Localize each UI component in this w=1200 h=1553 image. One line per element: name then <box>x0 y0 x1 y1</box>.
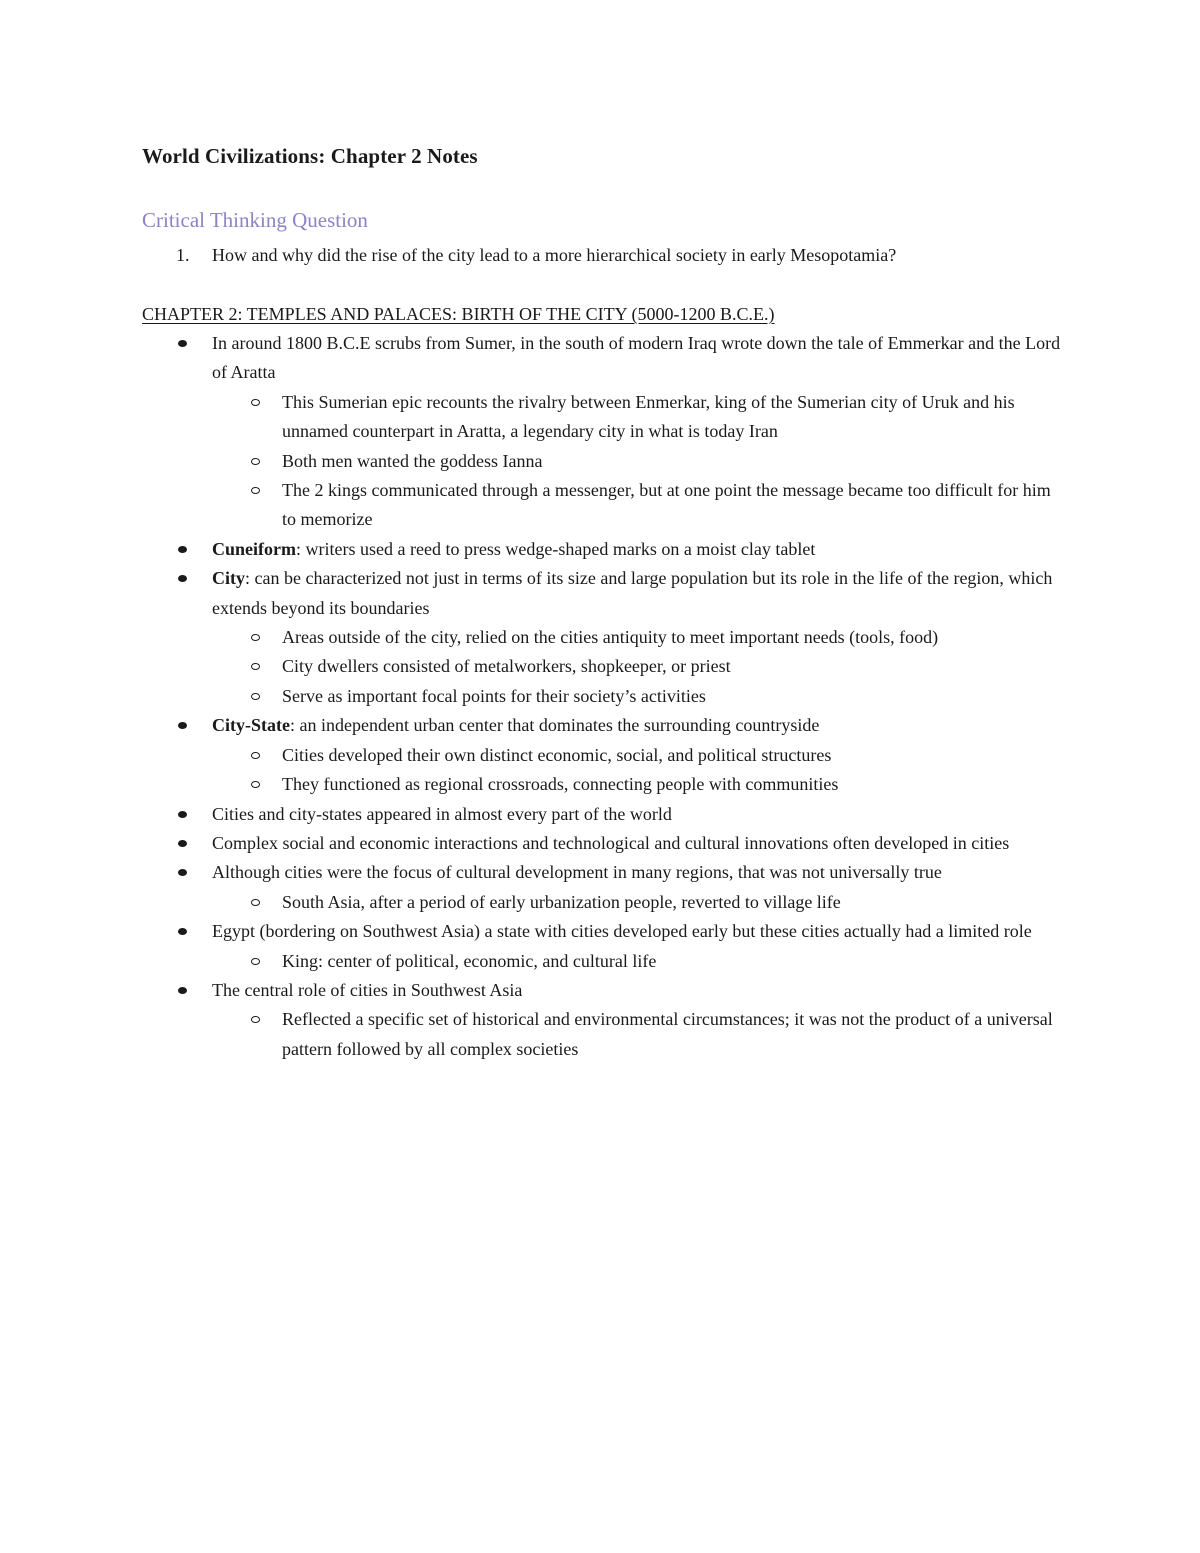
hollow-bullet-icon <box>251 958 260 965</box>
note-text: Although cities were the focus of cultural development in many regions, that was not universally true <box>212 862 942 883</box>
sub-notes-list <box>212 947 1062 976</box>
note-text: : an independent urban center that dominates the surrounding countryside <box>289 715 820 736</box>
sub-note-item <box>142 476 1062 535</box>
note-text: Complex social and economic interactions and technological and cultural innovations often developed in cities <box>212 832 1010 853</box>
hollow-bullet-icon <box>251 399 260 406</box>
note-item <box>142 564 1062 711</box>
sub-note-item <box>142 1005 1062 1064</box>
note-text: Cities and city-states appeared in almost every part of the world <box>212 803 672 824</box>
sub-note-item <box>142 623 1062 652</box>
filled-bullet-icon <box>178 722 187 729</box>
notes-list <box>142 329 1062 1064</box>
note-item <box>142 535 1062 564</box>
hollow-bullet-icon <box>251 487 260 494</box>
note-item <box>142 829 1062 858</box>
sub-note-item <box>142 770 1062 799</box>
sub-note-text: Cities developed their own distinct economic, social, and political structures <box>282 744 832 765</box>
hollow-bullet-icon <box>251 693 260 700</box>
sub-note-item <box>142 741 1062 770</box>
question-text: How and why did the rise of the city lead to a more hierarchical society in early Mesopotamia? <box>212 245 897 265</box>
hollow-bullet-icon <box>251 634 260 641</box>
filled-bullet-icon <box>178 869 187 876</box>
sub-note-text: South Asia, after a period of early urbanization people, reverted to village life <box>282 891 841 912</box>
sub-note-text: They functioned as regional crossroads, connecting people with communities <box>282 774 839 795</box>
sub-note-item <box>142 682 1062 711</box>
note-term: City <box>212 568 245 589</box>
filled-bullet-icon <box>178 340 187 347</box>
sub-note-text: City dwellers consisted of metalworkers, shopkeeper, or priest <box>282 656 731 677</box>
sub-notes-list <box>212 388 1062 535</box>
note-term: Cuneiform <box>212 538 296 559</box>
sub-note-text: Serve as important focal points for their society’s activities <box>282 685 706 706</box>
sub-note-text: The 2 kings communicated through a messenger, but at one point the message became too difficult for him to memorize <box>282 480 1051 530</box>
note-item <box>142 800 1062 829</box>
critical-thinking-questions <box>142 241 1062 270</box>
sub-note-text: Both men wanted the goddess Ianna <box>282 450 543 471</box>
critical-thinking-heading: Critical Thinking Question <box>142 208 368 232</box>
sub-note-text: This Sumerian epic recounts the rivalry between Enmerkar, king of the Sumerian city of Uruk and his unnamed counterpart in Aratta, a legendary city in what is today Iran <box>282 391 1015 442</box>
sub-note-item <box>142 447 1062 476</box>
hollow-bullet-icon <box>251 1016 260 1023</box>
sub-note-text: Reflected a specific set of historical and environmental circumstances; it was not the product of a universal pattern followed by all complex societies <box>282 1009 1053 1059</box>
sub-note-item <box>142 652 1062 681</box>
sub-note-item <box>142 388 1062 447</box>
sub-notes-list <box>212 888 1062 917</box>
sub-notes-list <box>212 741 1062 800</box>
filled-bullet-icon <box>178 575 187 582</box>
sub-note-item <box>142 947 1062 976</box>
hollow-bullet-icon <box>251 663 260 670</box>
filled-bullet-icon <box>178 811 187 818</box>
note-text: In around 1800 B.C.E scrubs from Sumer, in the south of modern Iraq wrote down the tale of Emmerkar and the Lord of Aratta <box>212 333 1061 383</box>
note-item <box>142 858 1062 917</box>
note-text: : writers used a reed to press wedge-shaped marks on a moist clay tablet <box>296 538 816 559</box>
hollow-bullet-icon <box>251 781 260 788</box>
note-text: : can be characterized not just in terms of its size and large population but its role in the life of the region, which extends beyond its boundaries <box>212 568 1053 618</box>
question-number: 1. <box>176 245 190 265</box>
note-item <box>142 329 1062 535</box>
filled-bullet-icon <box>178 840 187 847</box>
filled-bullet-icon <box>178 546 187 553</box>
note-item <box>142 976 1062 1064</box>
document-title: World Civilizations: Chapter 2 Notes <box>142 144 478 168</box>
note-item <box>142 711 1062 799</box>
sub-note-text: King: center of political, economic, and cultural life <box>282 950 657 971</box>
sub-notes-list <box>212 623 1062 711</box>
filled-bullet-icon <box>178 987 187 994</box>
sub-note-text: Areas outside of the city, relied on the cities antiquity to meet important needs (tools, food) <box>282 627 939 648</box>
note-term: City-State <box>212 715 290 736</box>
note-text: The central role of cities in Southwest Asia <box>212 979 523 1000</box>
note-item <box>142 917 1062 976</box>
chapter-heading: CHAPTER 2: TEMPLES AND PALACES: BIRTH OF THE CITY (5000-1200 B.C.E.) <box>142 304 775 324</box>
note-text: Egypt (bordering on Southwest Asia) a state with cities developed early but these cities actually had a limited role <box>212 921 1032 942</box>
question-item <box>142 241 1062 270</box>
sub-note-item <box>142 888 1062 917</box>
hollow-bullet-icon <box>251 752 260 759</box>
hollow-bullet-icon <box>251 899 260 906</box>
hollow-bullet-icon <box>251 458 260 465</box>
sub-notes-list <box>212 1005 1062 1064</box>
filled-bullet-icon <box>178 928 187 935</box>
